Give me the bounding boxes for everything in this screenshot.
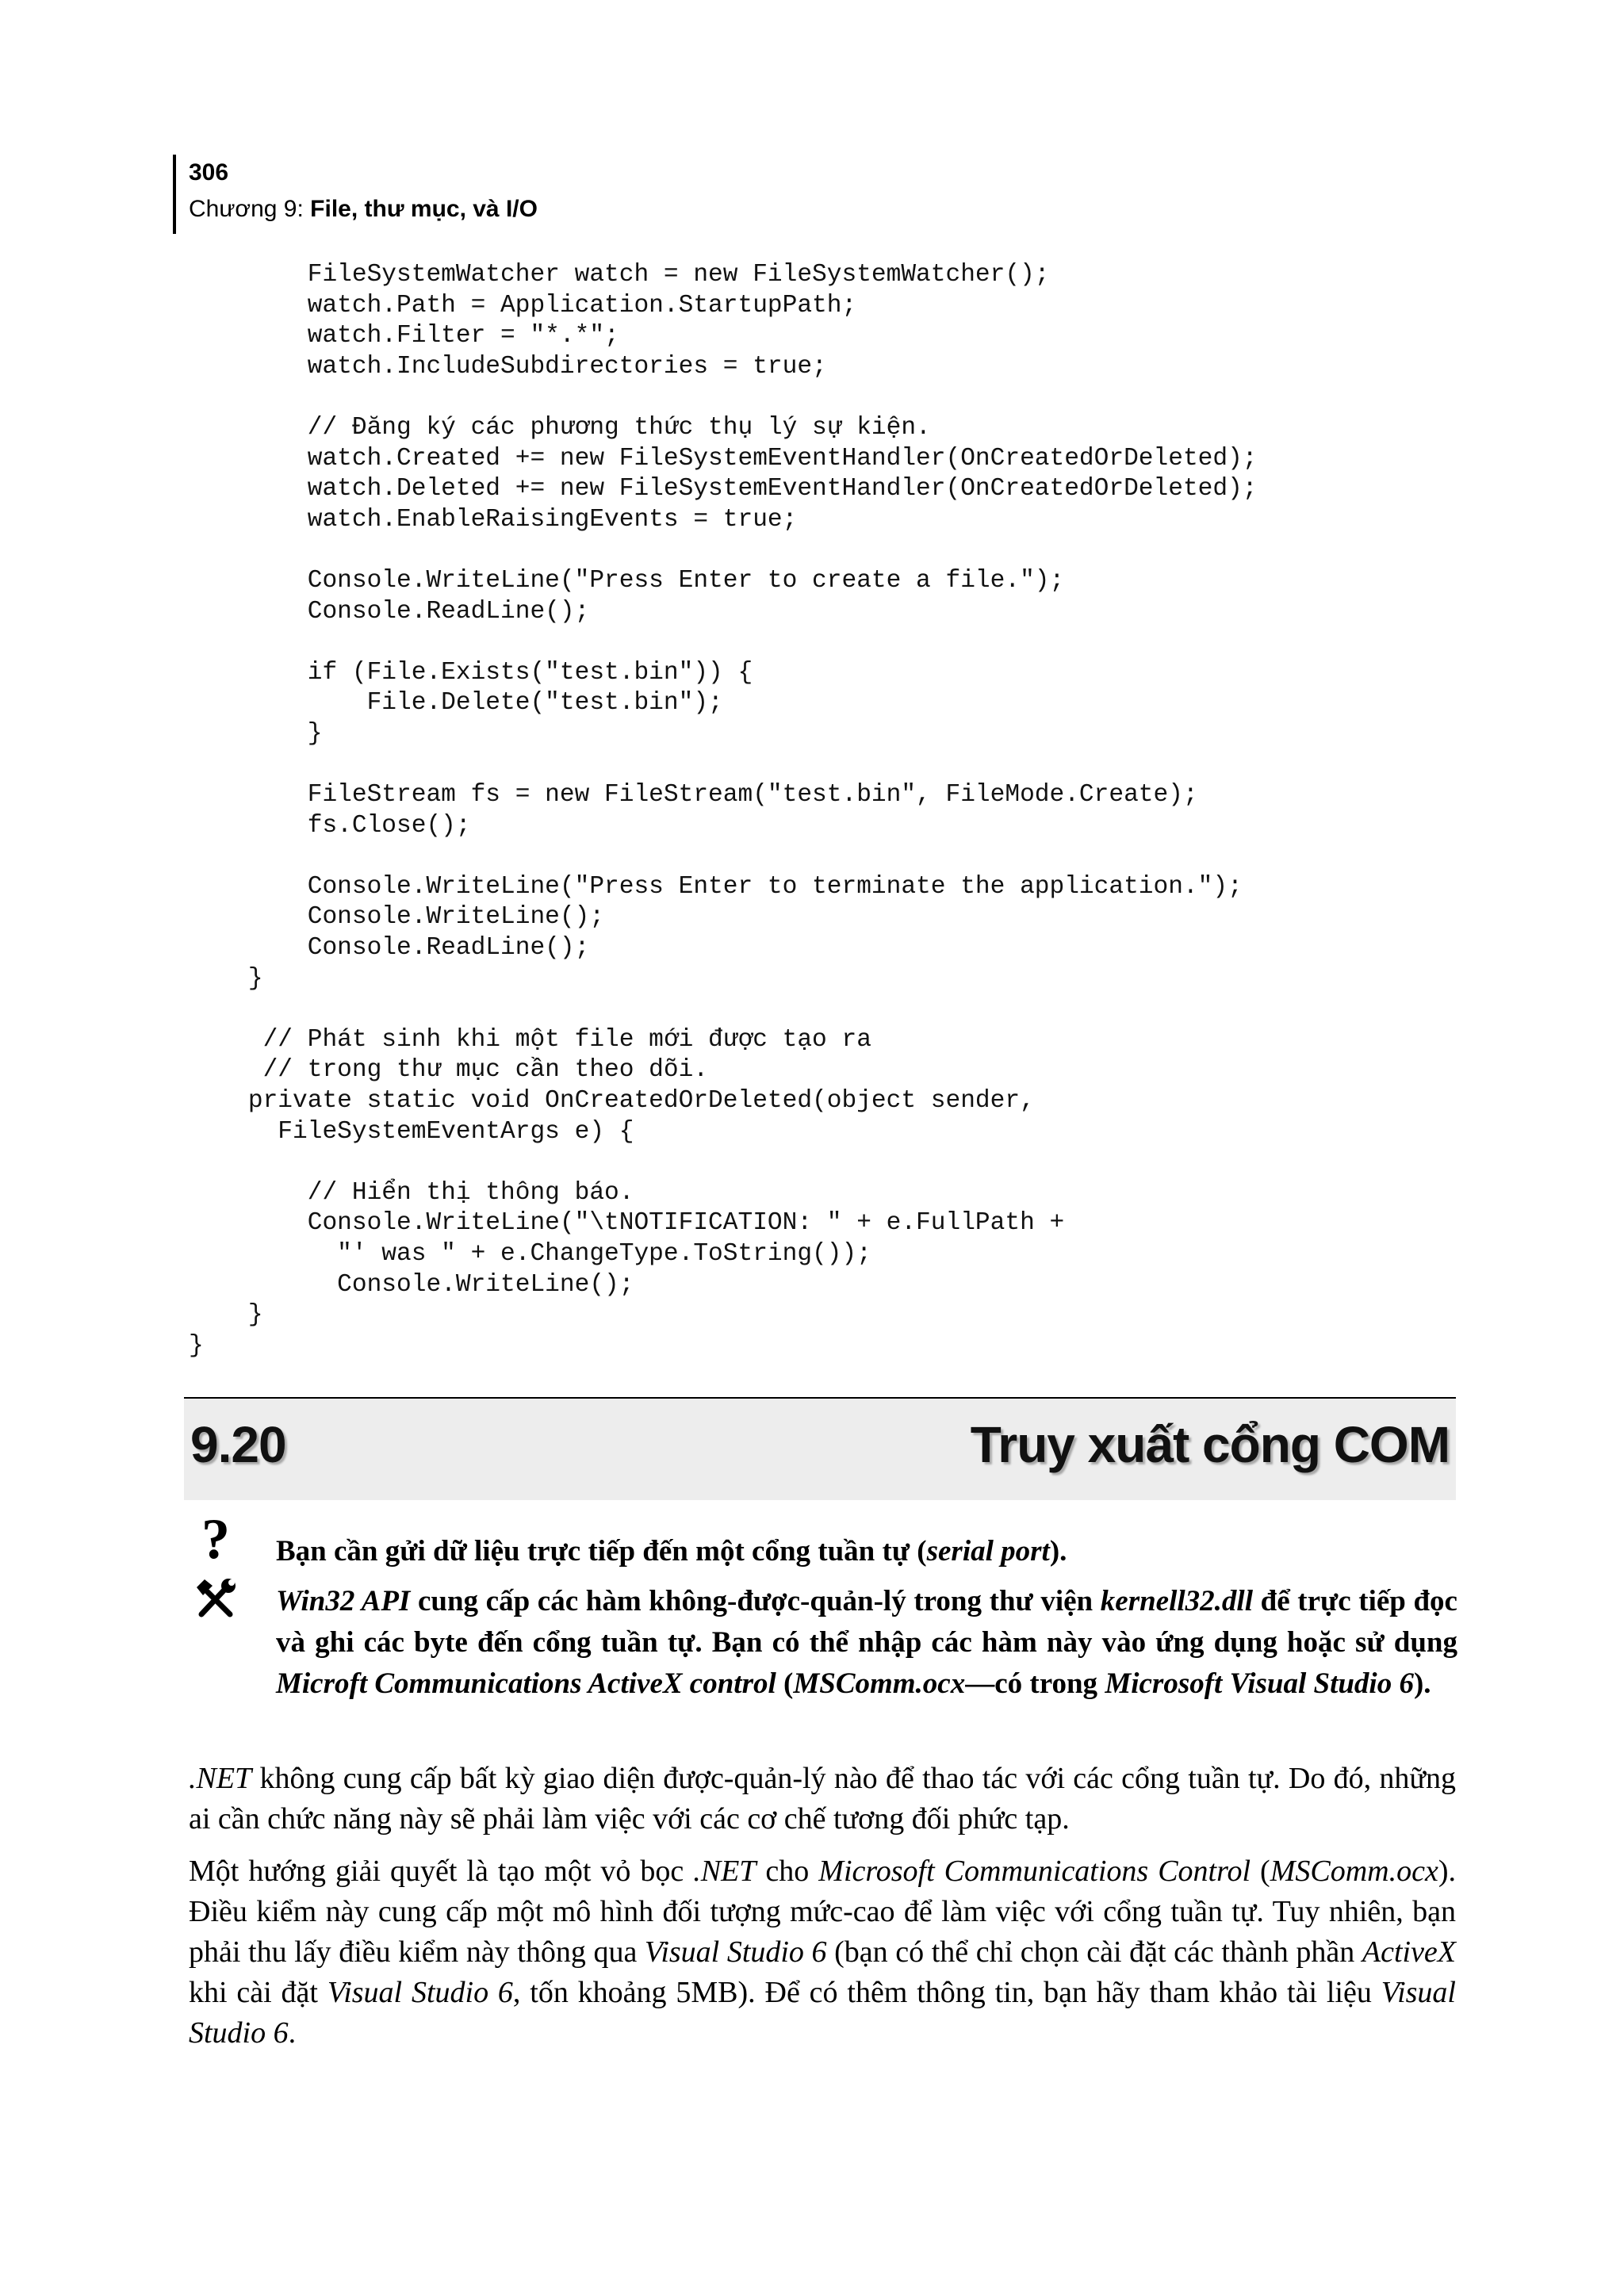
para2-text: ). Điều kiểm này cung cấp một mô hình đối tượng mức-cao để làm việc với cổng tuần tự. Tuy nhiên, bạn phải thu lấy điều kiểm này thông qua [189, 1855, 1456, 1969]
code-line: Console.ReadLine(); [189, 597, 590, 626]
section-title: Truy xuất cổng COM [970, 1416, 1450, 1473]
code-line: Console.WriteLine("\tNOTIFICATION: " + e.FullPath + [189, 1209, 1065, 1238]
solution-text: để trực tiếp đọc và ghi các byte đến cổng tuần tự. Bạn có thể nhập các hàm này vào ứng dụng hoặc sử dụng [276, 1585, 1457, 1659]
para2-text: (bạn có thể chỉ chọn cài đặt các thành phần [826, 1935, 1362, 1969]
para2-text: Một hướng giải quyết là tạo một vỏ bọc [189, 1855, 694, 1888]
solution-term-win32: Win32 API [276, 1585, 411, 1617]
code-line: watch.Path = Application.StartupPath; [189, 291, 857, 320]
code-line: FileSystemWatcher watch = new FileSystemWatcher(); [189, 261, 1050, 289]
code-line: } [189, 719, 323, 748]
code-line: fs.Close(); [189, 811, 471, 840]
body-paragraph-2 [189, 1851, 1456, 2054]
solution-text: ( [776, 1667, 794, 1700]
problem-statement [276, 1532, 1457, 1571]
solution-statement [276, 1581, 1457, 1705]
code-line: watch.Filter = "*.*"; [189, 322, 619, 350]
header-rule [173, 155, 176, 234]
para2-term-vs6: Visual Studio 6 [644, 1935, 827, 1969]
para2-term-activex: ActiveX [1362, 1935, 1457, 1969]
solution-text: ). [1413, 1667, 1431, 1700]
solution-term-mscomm: MSComm.ocx [793, 1667, 966, 1700]
para2-text: . [288, 2016, 297, 2050]
code-line: } [189, 964, 263, 993]
para2-term-mscomm-control: Microsoft Communications Control [818, 1855, 1251, 1888]
para2-term-vs6: Visual Studio 6 [189, 1976, 1456, 2050]
problem-term: serial port [926, 1535, 1050, 1568]
code-line: "' was " + e.ChangeType.ToString()); [189, 1240, 871, 1268]
code-line: watch.Created += new FileSystemEventHandler(OnCreatedOrDeleted); [189, 444, 1258, 473]
code-line: } [189, 1301, 263, 1330]
body-paragraph-1 [189, 1759, 1456, 1839]
para2-text: cho [756, 1855, 819, 1888]
page-number: 306 [189, 159, 229, 186]
chapter-title: File, thư mục, và I/O [310, 196, 538, 222]
code-listing [189, 260, 1258, 1361]
code-line: } [189, 1331, 204, 1360]
problem-text-1: Bạn cần gửi dữ liệu trực tiếp đến một cổng tuần tự ( [276, 1535, 927, 1568]
code-line: File.Delete("test.bin"); [189, 689, 723, 718]
code-line: // Phát sinh khi một file mới được tạo ra [189, 1025, 871, 1054]
solution-term-activex: Microft Communications ActiveX control [276, 1667, 776, 1700]
code-line: watch.Deleted += new FileSystemEventHandler(OnCreatedOrDeleted); [189, 475, 1258, 503]
code-line: Console.WriteLine(); [189, 1270, 634, 1299]
para1-term-net: .NET [189, 1762, 252, 1795]
code-line: private static void OnCreatedOrDeleted(object sender, [189, 1087, 1035, 1116]
code-line: Console.ReadLine(); [189, 934, 590, 963]
para2-term-vs6: Visual Studio 6 [327, 1976, 513, 2009]
para2-term-mscomm: MSComm.ocx [1270, 1855, 1438, 1888]
chapter-heading [189, 195, 538, 224]
code-line: // Hiển thị thông báo. [189, 1178, 634, 1207]
tools-icon [193, 1578, 238, 1622]
para2-text: khi cài đặt [189, 1976, 327, 2009]
code-line: watch.EnableRaisingEvents = true; [189, 505, 798, 534]
code-line: Console.WriteLine("Press Enter to create a file."); [189, 566, 1065, 595]
code-line: Console.WriteLine("Press Enter to terminate the application."); [189, 872, 1243, 901]
problem-text-2: ). [1049, 1535, 1067, 1568]
solution-text: —có trong [965, 1667, 1105, 1700]
code-line: FileSystemEventArgs e) { [189, 1117, 634, 1146]
para1-text: không cung cấp bất kỳ giao diện được-quản-lý nào để thao tác với các cổng tuần tự. Do đó, những ai cần chức năng này sẽ phải làm việc với các cơ chế tương đối phức tạp. [189, 1762, 1456, 1836]
code-line: // trong thư mục cần theo dõi. [189, 1056, 709, 1085]
code-line: Console.WriteLine(); [189, 903, 605, 932]
para2-text: ( [1251, 1855, 1270, 1888]
code-line: if (File.Exists("test.bin")) { [189, 658, 753, 687]
para2-text: , tốn khoảng 5MB). Để có thêm thông tin, bạn hãy tham khảo tài liệu [512, 1976, 1381, 2009]
chapter-prefix: Chương 9: [189, 196, 311, 222]
question-mark-icon: ? [201, 1507, 230, 1571]
solution-text: cung cấp các hàm không-được-quản-lý trong thư viện [410, 1585, 1101, 1617]
solution-term-dll: kernell32.dll [1100, 1585, 1253, 1617]
solution-term-vs6: Microsoft Visual Studio 6 [1105, 1667, 1414, 1700]
section-number: 9.20 [190, 1416, 286, 1473]
para2-term-net: .NET [693, 1855, 756, 1888]
code-line: FileStream fs = new FileStream("test.bin", FileMode.Create); [189, 781, 1198, 810]
code-line: // Đăng ký các phương thức thụ lý sự kiện. [189, 413, 931, 442]
code-line: watch.IncludeSubdirectories = true; [189, 352, 827, 381]
